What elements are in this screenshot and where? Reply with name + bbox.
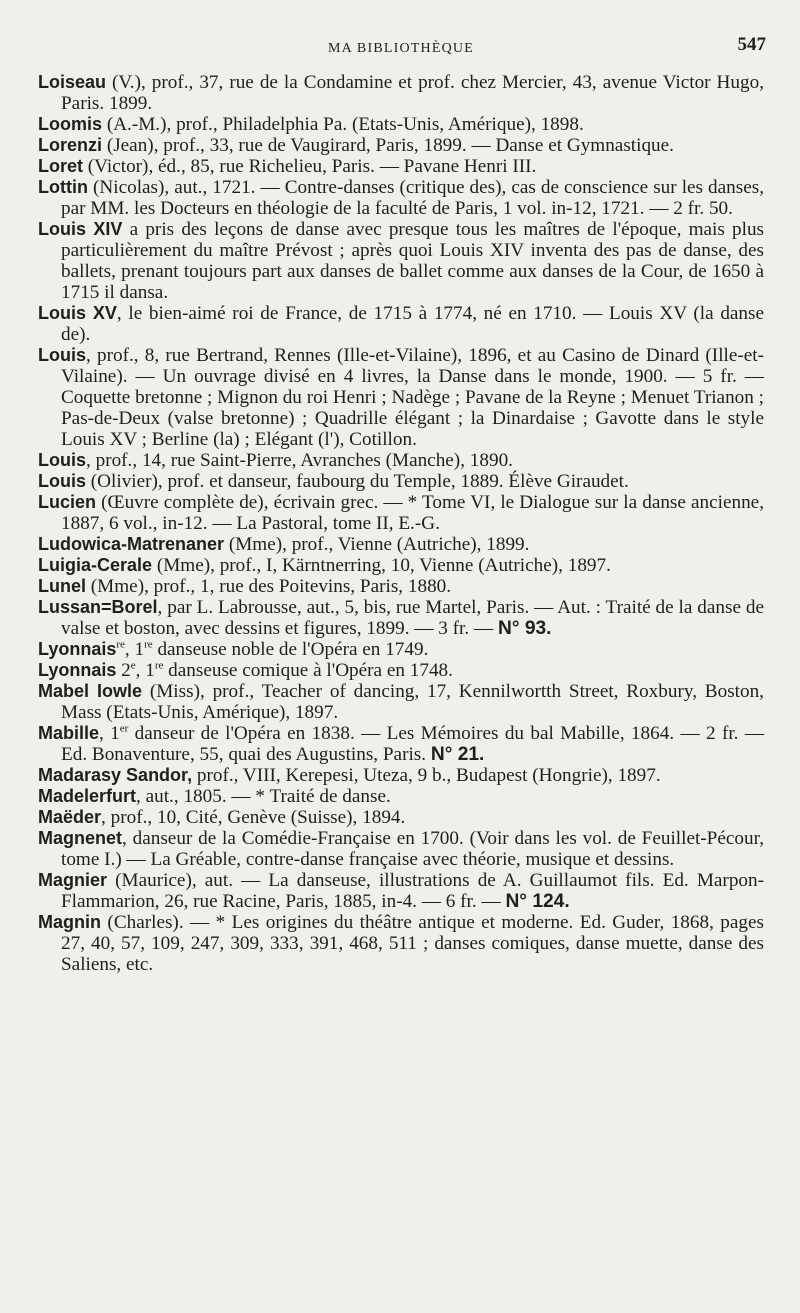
entry [38, 345, 764, 450]
entry [38, 135, 764, 156]
entry-name: Louis [38, 471, 86, 491]
entry [38, 639, 764, 660]
entry-superscript: er [119, 722, 129, 735]
entry-text: (Charles). — * Les origines du théâtre antique et moderne. Ed. Guder, 1868, pages 27, 40, 57, 109, 247, 309, 333, 391, 468, 511 ; danses comiques, danse muette, danse des Saliens, etc. [61, 912, 764, 975]
entry [38, 555, 764, 576]
entry-text: danseuse noble de l'Opéra en 1749. [152, 639, 429, 660]
entry [38, 870, 764, 912]
entry-text: (A.-M.), prof., Philadelphia Pa. (Etats-Unis, Amérique), 1898. [102, 114, 584, 135]
entry-name: Madelerfurt [38, 786, 137, 806]
entry-name: Lottin [38, 177, 88, 197]
entry-text: , prof., 10, Cité, Genève (Suisse), 1894. [101, 807, 406, 828]
entry [38, 114, 764, 135]
page-number: 547 [737, 34, 766, 55]
entry-name-tail: 2 [116, 660, 131, 681]
entry [38, 303, 764, 345]
entry-text: (Victor), éd., 85, rue Richelieu, Paris. — Pavane Henri III. [83, 156, 537, 177]
entry-reference: N° 21. [430, 744, 485, 765]
entry [38, 177, 764, 219]
entry-name: Mabel Iowle [38, 681, 143, 701]
entry-name: Loret [38, 156, 83, 176]
entry-superscript: re [154, 659, 164, 672]
entry-text: (Nicolas), aut., 1721. — Contre-danses (critique des), cas de conscience sur les danses, par MM. les Docteurs en théologie de la faculté de Paris, 1 vol. in-12, 1721. — 2 fr. 50. [61, 177, 764, 219]
entry-superscript: re [144, 638, 153, 651]
entry-text: (Olivier), prof. et danseur, faubourg du Temple, 1889. Élève Giraudet. [86, 471, 629, 492]
entry-name: Luigia-Cerale [38, 555, 153, 575]
entry-name: Louis [38, 450, 86, 470]
entry-name: Mabille [38, 723, 100, 743]
entry [38, 681, 764, 723]
entry-reference: N° 93. [497, 618, 552, 639]
entry-name: Madarasy Sandor, [38, 765, 193, 785]
entry [38, 765, 764, 786]
entry [38, 156, 764, 177]
entry-text: danseuse comique à l'Opéra en 1748. [163, 660, 453, 681]
entry-name: Magnenet [38, 828, 123, 848]
entry-name: Lunel [38, 576, 86, 596]
entry-name: Lyonnais [38, 639, 117, 659]
entry [38, 450, 764, 471]
entry-name: Magnier [38, 870, 108, 890]
entry-name: Magnin [38, 912, 101, 932]
entry-text: , danseur de la Comédie-Française en 1700. (Voir dans les vol. de Feuillet-Pécour, tome I.) — La Gréable, contre-danse française avec théorie, musique et dessins. [61, 828, 764, 870]
entry-name: Lussan=Borel [38, 597, 158, 617]
entry-text: (Jean), prof., 33, rue de Vaugirard, Paris, 1899. — Danse et Gymnastique. [102, 135, 674, 156]
entry [38, 828, 764, 870]
entry-name: Lyonnais [38, 660, 117, 680]
entry-name: Lorenzi [38, 135, 103, 155]
entry [38, 723, 764, 765]
entry-superscript: e [130, 659, 136, 672]
page-header [36, 32, 766, 62]
entry-text: , le bien-aimé roi de France, de 1715 à 1774, né en 1710. — Louis XV (la danse de). [61, 303, 765, 345]
entry [38, 807, 764, 828]
entry-text: , aut., 1805. — * Traité de danse. [136, 786, 391, 807]
entry-reference: N° 124. [505, 891, 570, 912]
entry-text: a pris des leçons de danse avec presque tous les maîtres de l'époque, mais plus particulièrement du maître Prévost ; après quoi Louis XIV inventa des pas de danse, des ballets, prenant toujours part aux danses de ballet comme aux danses de la Cour, de 1650 à 1715 il dansa. [61, 219, 765, 303]
entry-text: (Mme), prof., Vienne (Autriche), 1899. [224, 534, 530, 555]
entry-superscript: re [116, 638, 125, 651]
entry-mid: , 1 [124, 639, 145, 660]
entry-text: , prof., 14, rue Saint-Pierre, Avranches (Manche), 1890. [86, 450, 513, 471]
entry-name: Loiseau [38, 72, 107, 92]
entry [38, 597, 764, 639]
entry-list [38, 72, 764, 975]
entry-text: (Mme), prof., I, Kärntnerring, 10, Vienne (Autriche), 1897. [152, 555, 611, 576]
entry-text: (Maurice), aut. — La danseuse, illustrations de A. Guillaumot fils. Ed. Marpon-Flammarion, 26, rue Racine, Paris, 1885, in-4. — 6 fr. — [61, 870, 764, 912]
entry [38, 576, 764, 597]
entry-name: Louis [38, 345, 86, 365]
entry-name: Lucien [38, 492, 97, 512]
entry-text: prof., VIII, Kerepesi, Uteza, 9 b., Budapest (Hongrie), 1897. [192, 765, 661, 786]
entry-name: Ludowica-Matrenaner [38, 534, 225, 554]
entry [38, 492, 764, 534]
running-title: MA BIBLIOTHÈQUE [328, 41, 474, 56]
entry-text: (Mme), prof., 1, rue des Poitevins, Paris, 1880. [86, 576, 452, 597]
entry-name: Loomis [38, 114, 103, 134]
entry-text: (Œuvre complète de), écrivain grec. — * Tome VI, le Dialogue sur la danse ancienne, 1887, 6 vol., in-12. — La Pastoral, tome II, E.-G. [61, 492, 764, 534]
entry [38, 534, 764, 555]
entry [38, 219, 764, 303]
entry-name-tail: , 1 [99, 723, 120, 744]
entry-mid: , 1 [135, 660, 155, 681]
entry-name: Louis XV [38, 303, 117, 323]
entry [38, 912, 764, 975]
entry-text: danseur de l'Opéra en 1838. — Les Mémoires du bal Mabille, 1864. — 2 fr. — Ed. Bonaventure, 55, quai des Augustins, Paris. [61, 723, 765, 765]
entry [38, 786, 764, 807]
entry-text: , par L. Labrousse, aut., 5, bis, rue Martel, Paris. — Aut. : Traité de la danse de valse et boston, avec dessins et figures, 1899. — 3 fr. — [61, 597, 764, 639]
entry [38, 471, 764, 492]
entry-name: Louis XIV [38, 219, 123, 239]
entry-text: , prof., 8, rue Bertrand, Rennes (Ille-et-Vilaine), 1896, et au Casino de Dinard (Ille-et-Vilaine). — Un ouvrage divisé en 4 livres, la Danse dans le monde, 1900. — 5 fr. — Coquette bretonne ; Mignon du roi Henri ; Nadège ; Pavane de la Reyne ; Menuet Trianon ; Pas-de-Deux (valse bretonne) ; Quadrille élégant ; la Dinardaise ; Gavotte dans le style Louis XV ; Berline (la) ; Elégant (l'), Cotillon. [61, 345, 764, 450]
entry [38, 660, 764, 681]
entry-text: (Miss), prof., Teacher of dancing, 17, Kennilwortth Street, Roxbury, Boston, Mass (Etats-Unis, Amérique), 1897. [61, 681, 764, 723]
entry [38, 72, 764, 114]
entry-text: (V.), prof., 37, rue de la Condamine et prof. chez Mercier, 43, avenue Victor Hugo, Paris. 1899. [61, 72, 764, 114]
entry-name: Maëder [38, 807, 102, 827]
